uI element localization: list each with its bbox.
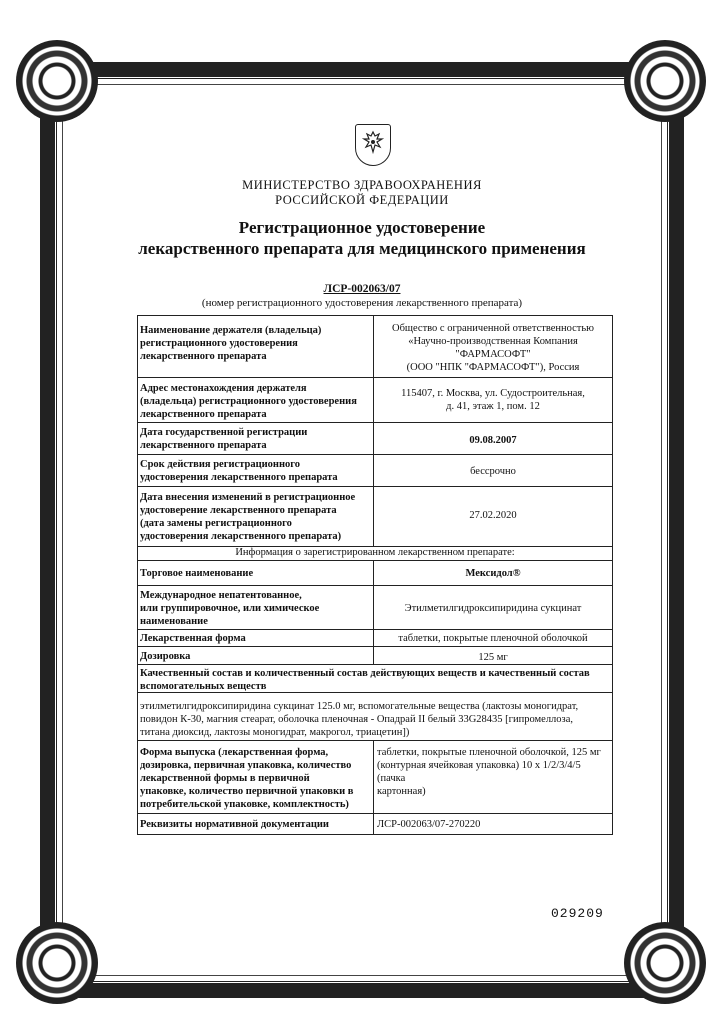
table-row-composition-value	[137, 692, 613, 740]
corner-ornament-top-left	[16, 40, 98, 122]
validity-value: бессрочно	[470, 466, 516, 477]
registration-number: ЛСР-002063/07	[323, 283, 401, 295]
changes-value: 27.02.2020	[469, 510, 517, 521]
ministry-name-line2: РОССИЙСКОЙ ФЕДЕРАЦИИ	[275, 193, 449, 207]
table-row-dosage	[137, 646, 613, 664]
inn-label: Международное непатентованное, или группировочное, или химическое наименование	[140, 590, 320, 627]
registration-number-caption: (номер регистрационного удостоверения лекарственного препарата)	[201, 297, 523, 309]
holder-value: Общество с ограниченной ответственностью «Научно-производственная Компания "ФАРМАСОФТ" (ООО "НПК "ФАРМАСОФТ"), Россия	[391, 323, 595, 373]
trade-name-value: Мексидол®	[465, 568, 521, 579]
changes-label: Дата внесения изменений в регистрационное удостоверение лекарственного препарата (дата замены регистрационного удостоверения лекарственного препарата)	[140, 492, 356, 542]
table-row-changes	[137, 486, 613, 546]
table-row-registration-date	[137, 422, 613, 454]
release-form-value: таблетки, покрытые пленочной оболочкой, 125 мг (контурная ячейковая упаковка) 10 х 1/2/3/4/5 (пачка картонная)	[377, 747, 601, 797]
corner-ornament-bottom-left	[16, 922, 98, 1004]
dosage-form-label: Лекарственная форма	[140, 633, 246, 644]
table-row-inn	[137, 585, 613, 629]
table-row-trade-name	[137, 560, 613, 585]
inn-value: Этилметилгидроксипиридина сукцинат	[404, 603, 582, 614]
dosage-label: Дозировка	[140, 651, 191, 662]
address-value: 115407, г. Москва, ул. Судостроительная, д. 41, этаж 1, пом. 12	[401, 388, 585, 412]
ministry-name-line1: МИНИСТЕРСТВО ЗДРАВООХРАНЕНИЯ	[242, 178, 482, 192]
table-row-info-heading	[137, 546, 613, 560]
table-row-address	[137, 377, 613, 422]
registration-date-label: Дата государственной регистрации лекарственного препарата	[140, 427, 308, 451]
table-row-release-form	[137, 740, 613, 813]
dosage-form-value: таблетки, покрытые пленочной оболочкой	[398, 633, 588, 644]
table-row-normative-doc	[137, 813, 613, 835]
address-label: Адрес местонахождения держателя (владельца) регистрационного удостоверения лекарственного препарата	[140, 383, 357, 420]
corner-ornament-top-right	[624, 40, 706, 122]
document-title-line2: лекарственного препарата для медицинского применения	[138, 239, 586, 258]
table-row-holder	[137, 315, 613, 377]
serial-number: 029209	[551, 906, 604, 921]
normative-doc-value: ЛСР-002063/07-270220	[377, 819, 481, 830]
dosage-value: 125 мг	[478, 652, 508, 663]
table-row-form	[137, 629, 613, 646]
composition-label: Качественный состав и количественный состав действующих веществ и качественный состав вспомогательных веществ	[140, 668, 590, 692]
trade-name-label: Торговое наименование	[140, 568, 254, 579]
release-form-label: Форма выпуска (лекарственная форма, дозировка, первичная упаковка, количество лекарственной формы в первичной упаковке, количество первичной упаковки в потребительской упаковке, комплектность)	[140, 747, 354, 810]
corner-ornament-bottom-right	[624, 922, 706, 1004]
holder-label: Наименование держателя (владельца) регистрационного удостоверения лекарственного препарата	[140, 325, 322, 362]
normative-doc-label: Реквизиты нормативной документации	[140, 819, 329, 830]
table-row-validity	[137, 454, 613, 486]
composition-value: этилметилгидроксипиридина сукцинат 125.0 мг, вспомогательные вещества (лактозы моногидрат, повидон К-30, магния стеарат, оболочка пленочная - Опадрай II белый 33G28435 [гипромеллоза, титана диоксид, лактозы моногидрат, макрогол, триацетин])	[140, 701, 579, 738]
info-heading: Информация о зарегистрированном лекарственном препарате:	[235, 547, 515, 558]
table-row-composition-label	[137, 664, 613, 692]
emblem-icon	[355, 124, 391, 166]
validity-label: Срок действия регистрационного удостоверения лекарственного препарата	[140, 459, 338, 483]
document-title-line1: Регистрационное удостоверение	[238, 218, 486, 237]
registration-date-value: 09.08.2007	[469, 435, 517, 446]
